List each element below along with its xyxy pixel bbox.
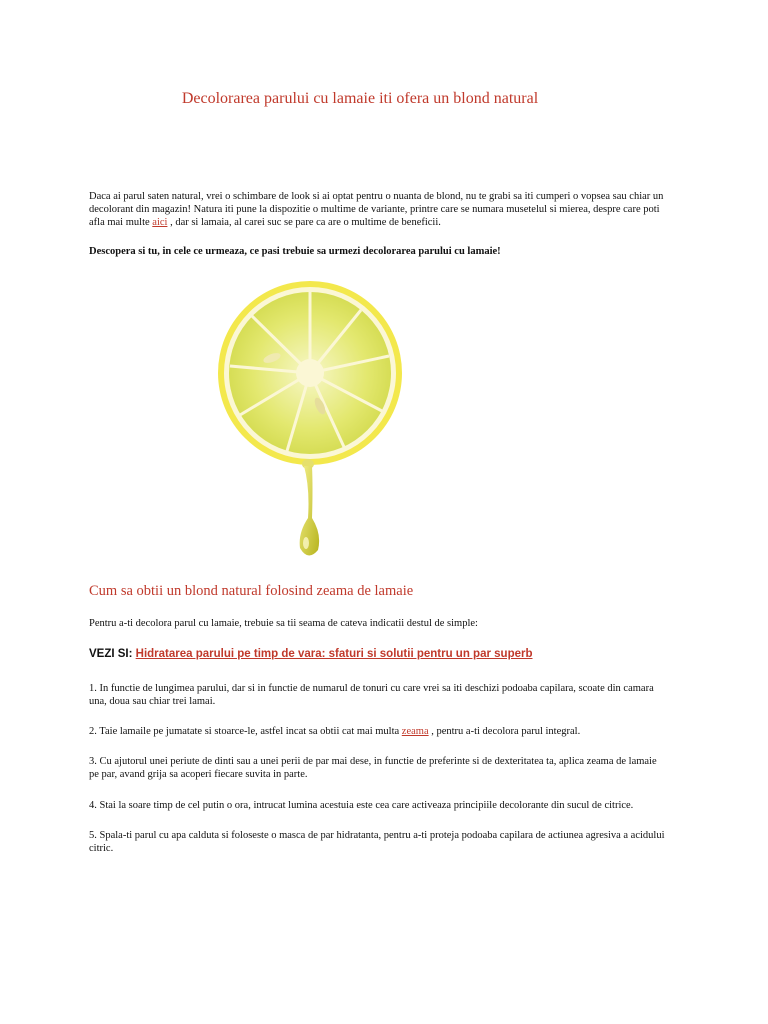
aici-link[interactable]: aici — [152, 217, 168, 228]
step-4: 4. Stai la soare timp de cel putin o ora, intrucat lumina acestuia este cea care activeaza principiile decolorante din sucul de citrice. — [89, 800, 634, 811]
see-also — [89, 648, 533, 660]
step-1: 1. In functie de lungimea parului, dar si in functie de numarul de tonuri cu care vrei sa iti deschizi podoaba capilara, scoate din camara una, doua sau chiar trei lamai. — [89, 683, 654, 707]
section-heading: Cum sa obtii un blond natural folosind zeama de lamaie — [89, 583, 414, 599]
article-title: Decolorarea parului cu lamaie iti ofera un blond natural — [181, 90, 539, 107]
step-5: 5. Spala-ti parul cu apa calduta si foloseste o masca de par hidratanta, pentru a-ti proteja podoaba capilara de actiunea agresiva a acidului citric. — [89, 830, 665, 854]
lemon-image — [212, 278, 434, 568]
lemon-slice-icon — [212, 278, 434, 568]
see-also-link[interactable]: Hidratarea parului pe timp de vara: sfaturi si solutii pentru un par superb — [135, 648, 533, 660]
step-2: 2. Taie lamaile pe jumatate si stoarce-le, astfel incat sa obtii cat mai multa zeama , pentru a-ti decolora parul integral. — [89, 726, 581, 737]
see-also-label: VEZI SI: — [89, 648, 133, 660]
discover-paragraph: Descopera si tu, in cele ce urmeaza, ce pasi trebuie sa urmezi decolorarea parului cu lamaie! — [89, 246, 501, 257]
step-3: 3. Cu ajutorul unei periute de dinti sau a unei perii de par mai dese, in functie de preferinte si de dexteritatea ta, aplica zeama de lamaie pe par, avand grija sa acoperi fiecare suvita in parte. — [89, 756, 657, 780]
intro-paragraph: Daca ai parul saten natural, vrei o schimbare de look si ai optat pentru o nuanta de blond, nu te grabi sa iti cumperi o vopsea sau chiar un decolorant din magazin! Natura iti pune la dispozitie o multime de variante, printre care se numara musetelul si mierea, despre care poti afla mai multe aici , dar si lamaia, al carei suc se pare ca are o multime de beneficii. — [89, 191, 664, 228]
section-intro: Pentru a-ti decolora parul cu lamaie, trebuie sa tii seama de cateva indicatii destul de simple: — [89, 618, 478, 629]
zeama-link[interactable]: zeama — [401, 726, 429, 737]
